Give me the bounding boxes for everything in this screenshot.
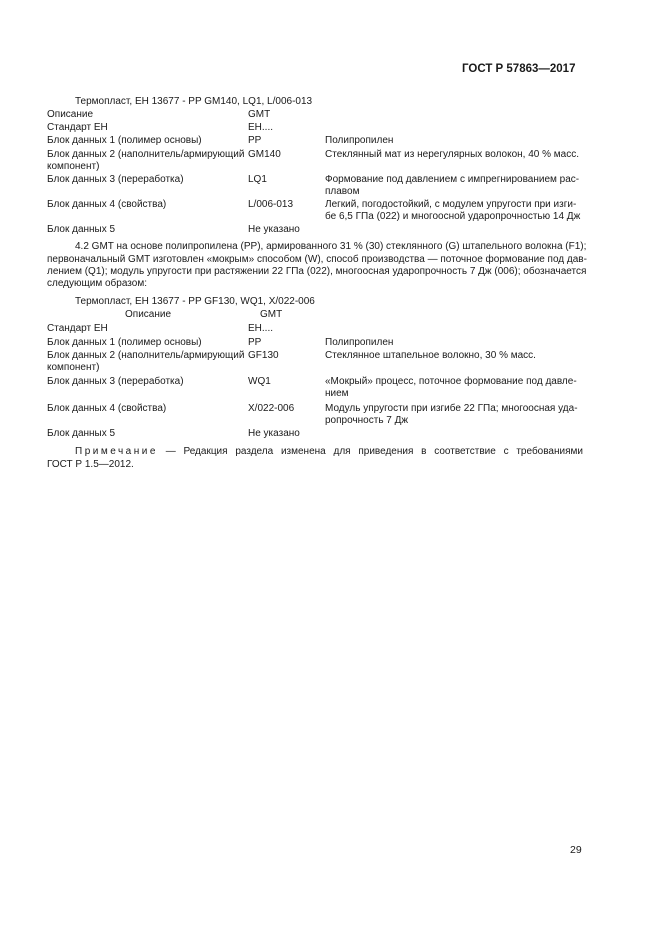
row-label: Описание: [47, 109, 94, 120]
row-label: Блок данных 1 (полимер основы): [47, 337, 202, 348]
row-code: ЕН....: [248, 122, 274, 133]
row-description-continued: бе 6,5 ГПа (022) и многоосной ударопрочностью 14 Дж: [325, 211, 581, 222]
row-description: Легкий, погодостойкий, с модулем упругости при изги-: [325, 199, 577, 210]
row-label-continued: компонент): [47, 362, 100, 373]
row-label: Блок данных 3 (переработка): [47, 174, 184, 185]
note-text-continued: ГОСТ Р 1.5—2012.: [47, 459, 134, 470]
row-label: Блок данных 4 (свойства): [47, 199, 167, 210]
row-code: Не указано: [248, 428, 300, 439]
row-description: «Мокрый» процесс, поточное формование под давле-: [325, 376, 577, 387]
row-label: Блок данных 5: [47, 428, 116, 439]
page-number: 29: [570, 844, 582, 856]
row-description: Полипропилен: [325, 135, 394, 146]
row-label: Описание: [125, 309, 172, 320]
row-label: Блок данных 4 (свойства): [47, 403, 167, 414]
row-code: WQ1: [248, 376, 271, 387]
paragraph-line: лением (Q1); модуль упругости при растяжении 22 ГПа (022), многоосная ударопрочность 7 Дж (006); обозначается: [47, 266, 587, 277]
row-description: Стеклянное штапельное волокно, 30 % масс.: [325, 350, 536, 361]
row-code: ЕН....: [248, 323, 274, 334]
note-text: Редакция раздела изменена для приведения в соответствие с требованиями: [183, 446, 583, 457]
row-code: PP: [248, 337, 262, 348]
paragraph-line: 4.2 GMT на основе полипропилена (PP), армированного 31 % (30) стеклянного (G) штапельного волокна (F1);: [75, 241, 587, 252]
row-label: Блок данных 2 (наполнитель/армирующий: [47, 350, 245, 361]
row-label: Блок данных 2 (наполнитель/армирующий: [47, 149, 245, 160]
document-header: ГОСТ Р 57863—2017: [462, 63, 576, 75]
row-description-continued: нием: [325, 388, 349, 399]
note-dash: —: [165, 446, 176, 457]
paragraph-line: первоначальный GMT изготовлен «мокрым» способом (W), способ производства — поточное формование под дав-: [47, 254, 587, 265]
row-description-continued: ропрочность 7 Дж: [325, 415, 409, 426]
row-label: Блок данных 5: [47, 224, 116, 235]
row-description-continued: плавом: [325, 186, 360, 197]
row-code: Не указано: [248, 224, 300, 235]
designation-example-1: Термопласт, ЕН 13677 - PP GM140, LQ1, L/006-013: [75, 96, 313, 107]
row-code: GF130: [248, 350, 279, 361]
note-label: Примечание: [75, 446, 158, 457]
designation-example-2: Термопласт, ЕН 13677 - PP GF130, WQ1, X/022-006: [75, 296, 315, 307]
row-code: PP: [248, 135, 262, 146]
row-code: GMT: [248, 109, 271, 120]
row-code: GM140: [248, 149, 281, 160]
row-description: Стеклянный мат из нерегулярных волокон, 40 % масс.: [325, 149, 580, 160]
row-code: X/022-006: [248, 403, 295, 414]
row-code: L/006-013: [248, 199, 294, 210]
row-code: LQ1: [248, 174, 267, 185]
row-label-continued: компонент): [47, 161, 100, 172]
row-label: Блок данных 1 (полимер основы): [47, 135, 202, 146]
row-description: Модуль упругости при изгибе 22 ГПа; многоосная уда-: [325, 403, 578, 414]
row-description: Полипропилен: [325, 337, 394, 348]
paragraph-line: следующим образом:: [47, 278, 147, 289]
row-label: Стандарт ЕН: [47, 122, 108, 133]
row-description: Формование под давлением с импрегнированием рас-: [325, 174, 580, 185]
row-label: Блок данных 3 (переработка): [47, 376, 184, 387]
row-label: Стандарт ЕН: [47, 323, 108, 334]
row-code: GMT: [260, 309, 283, 320]
note-first-line: [75, 446, 583, 459]
